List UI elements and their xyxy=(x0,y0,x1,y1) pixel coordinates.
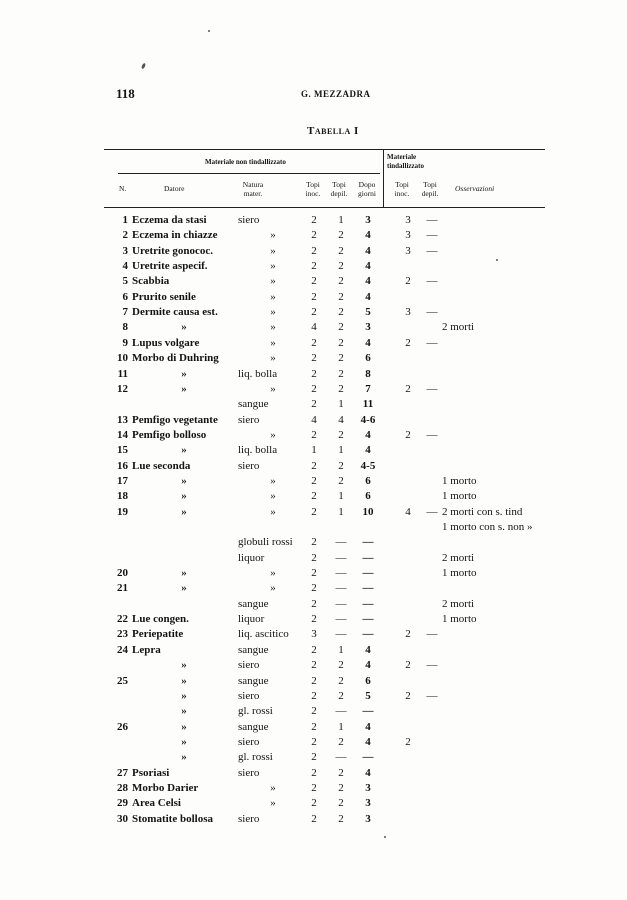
cell-t-mice-inoc: 2 xyxy=(405,275,411,288)
cell-material: » xyxy=(270,229,276,242)
cell-t-mice-depil: — xyxy=(426,336,438,349)
col-header-mice-depil: Topi depil. xyxy=(330,180,348,198)
cell-mice-depil: 2 xyxy=(338,321,344,334)
cell-material: liq. ascitico xyxy=(238,628,289,641)
cell-mice-depil: 2 xyxy=(338,674,344,687)
running-header-author: G. MEZZADRA xyxy=(301,89,371,99)
cell-mice-inoc: 2 xyxy=(311,812,317,825)
cell-after-days: — xyxy=(362,567,374,580)
cell-mice-depil: 2 xyxy=(338,459,344,472)
cell-mice-depil: 1 xyxy=(338,444,344,457)
cell-mice-inoc: 2 xyxy=(311,781,317,794)
cell-donor: » xyxy=(181,321,187,334)
cell-t-mice-depil: — xyxy=(426,628,438,641)
cell-mice-depil: 2 xyxy=(338,336,344,349)
cell-donor: » xyxy=(181,674,187,687)
cell-material: » xyxy=(270,306,276,319)
col-header-observations: Osservazioni xyxy=(455,184,495,193)
cell-material: » xyxy=(270,290,276,303)
cell-donor: Lue seconda xyxy=(132,459,191,472)
cell-t-mice-inoc: 3 xyxy=(405,306,411,319)
cell-mice-inoc: 2 xyxy=(311,659,317,672)
cell-after-days: 4 xyxy=(365,244,371,257)
cell-donor: Dermite causa est. xyxy=(132,306,218,319)
cell-after-days: — xyxy=(362,705,374,718)
cell-donor: Eczema da stasi xyxy=(132,214,207,226)
cell-n: 22 xyxy=(117,613,128,626)
cell-mice-inoc: 2 xyxy=(311,398,317,411)
cell-after-days: — xyxy=(362,628,374,641)
cell-n: 27 xyxy=(117,766,128,779)
cell-t-mice-depil: — xyxy=(426,244,438,257)
cell-observations: 1 morto xyxy=(442,490,477,503)
cell-after-days: 11 xyxy=(362,398,374,411)
cell-mice-inoc: 2 xyxy=(311,428,317,441)
cell-after-days: 3 xyxy=(365,321,371,334)
cell-after-days: — xyxy=(362,613,374,626)
cell-mice-depil: 2 xyxy=(338,290,344,303)
cell-donor: » xyxy=(181,689,187,702)
cell-after-days: 4 xyxy=(365,659,371,672)
cell-t-mice-depil: — xyxy=(426,306,438,319)
cell-mice-inoc: 2 xyxy=(311,382,317,395)
cell-donor: » xyxy=(181,367,187,380)
cell-after-days: 4-6 xyxy=(360,413,376,426)
cell-material: » xyxy=(270,505,276,518)
cell-material: » xyxy=(270,582,276,595)
table-title: Tabella I xyxy=(307,125,359,137)
cell-mice-depil: — xyxy=(335,536,347,549)
cell-t-mice-inoc: 2 xyxy=(405,428,411,441)
cell-material: sangue xyxy=(238,720,269,733)
cell-mice-inoc: 2 xyxy=(311,336,317,349)
cell-material: » xyxy=(270,244,276,257)
cell-n: 3 xyxy=(122,244,128,257)
col-header-donor: Datore xyxy=(164,184,185,193)
cell-after-days: 4 xyxy=(365,290,371,303)
cell-after-days: 4 xyxy=(365,720,371,733)
cell-observations: 1 morto con s. non » xyxy=(442,521,533,533)
cell-n: 8 xyxy=(122,321,128,334)
cell-after-days: — xyxy=(362,551,374,564)
cell-material: » xyxy=(270,260,276,273)
cell-mice-depil: 2 xyxy=(338,797,344,810)
cell-material: » xyxy=(270,275,276,288)
cell-material: » xyxy=(270,382,276,395)
cell-mice-depil: — xyxy=(335,613,347,626)
cell-mice-inoc: 2 xyxy=(311,306,317,319)
cell-n: 4 xyxy=(122,260,128,273)
cell-observations: 2 morti xyxy=(442,321,475,334)
cell-mice-inoc: 4 xyxy=(311,413,317,426)
cell-mice-inoc: 2 xyxy=(311,244,317,257)
cell-observations: 1 morto xyxy=(442,567,477,580)
cell-material: siero xyxy=(238,214,260,226)
cell-mice-inoc: 2 xyxy=(311,751,317,764)
cell-n: 2 xyxy=(122,229,128,242)
col-header-t-mice-depil: Topi depil. xyxy=(421,180,439,198)
cell-mice-inoc: 2 xyxy=(311,290,317,303)
cell-mice-inoc: 2 xyxy=(311,735,317,748)
cell-donor: » xyxy=(181,490,187,503)
cell-t-mice-depil: — xyxy=(426,214,438,226)
cell-observations: 2 morti xyxy=(442,551,475,564)
cell-after-days: 3 xyxy=(365,214,371,226)
cell-mice-inoc: 2 xyxy=(311,367,317,380)
cell-mice-inoc: 2 xyxy=(311,214,317,226)
cell-donor: Lue congen. xyxy=(132,613,189,626)
cell-mice-inoc: 2 xyxy=(311,229,317,242)
cell-after-days: 7 xyxy=(365,382,371,395)
col-header-mice-inoc: Topi inoc. xyxy=(305,180,321,198)
cell-material: siero xyxy=(238,659,260,672)
cell-n: 5 xyxy=(122,275,128,288)
cell-t-mice-depil: — xyxy=(426,428,438,441)
cell-n: 23 xyxy=(117,628,128,641)
cell-mice-depil: 2 xyxy=(338,382,344,395)
page-number: 118 xyxy=(116,86,135,101)
cell-after-days: 4 xyxy=(365,444,371,457)
cell-donor: Lupus volgare xyxy=(132,336,200,349)
cell-mice-inoc: 2 xyxy=(311,674,317,687)
cell-mice-depil: — xyxy=(335,582,347,595)
cell-t-mice-inoc: 3 xyxy=(405,229,411,242)
cell-t-mice-inoc: 2 xyxy=(405,336,411,349)
cell-after-days: 4 xyxy=(365,260,371,273)
cell-t-mice-depil: — xyxy=(426,229,438,242)
cell-t-mice-inoc: 3 xyxy=(405,214,411,226)
cell-after-days: 10 xyxy=(362,505,374,518)
cell-after-days: 4 xyxy=(365,735,371,748)
cell-after-days: 4 xyxy=(365,643,371,656)
cell-t-mice-depil: — xyxy=(426,659,438,672)
cell-mice-inoc: 3 xyxy=(311,628,317,641)
cell-mice-depil: 2 xyxy=(338,781,344,794)
col-header-t-mice-inoc: Topi inoc. xyxy=(394,180,410,198)
cell-donor: » xyxy=(181,382,187,395)
cell-t-mice-inoc: 4 xyxy=(405,505,411,518)
cell-n: 1 xyxy=(122,214,128,226)
cell-n: 10 xyxy=(117,352,128,365)
cell-observations: 2 morti con s. tind xyxy=(442,505,523,518)
cell-donor: » xyxy=(181,505,187,518)
cell-mice-inoc: 2 xyxy=(311,352,317,365)
cell-n: 17 xyxy=(117,474,128,487)
table-top-rule xyxy=(104,149,545,150)
cell-t-mice-depil: — xyxy=(426,689,438,702)
cell-donor: Psoriasi xyxy=(132,766,170,779)
cell-material: liquor xyxy=(238,551,265,564)
cell-mice-inoc: 2 xyxy=(311,459,317,472)
cell-material: siero xyxy=(238,459,260,472)
cell-after-days: 6 xyxy=(365,674,371,687)
cell-t-mice-inoc: 2 xyxy=(405,689,411,702)
cell-donor: » xyxy=(181,720,187,733)
cell-donor: » xyxy=(181,705,187,718)
cell-material: liquor xyxy=(238,613,265,626)
cell-mice-inoc: 2 xyxy=(311,597,317,610)
cell-material: globuli rossi xyxy=(238,536,293,549)
cell-material: » xyxy=(270,428,276,441)
cell-mice-depil: 2 xyxy=(338,306,344,319)
cell-material: siero xyxy=(238,735,260,748)
cell-donor: » xyxy=(181,474,187,487)
cell-t-mice-inoc: 2 xyxy=(405,628,411,641)
cell-after-days: 4 xyxy=(365,229,371,242)
cell-t-mice-depil: — xyxy=(426,382,438,395)
cell-mice-depil: 2 xyxy=(338,244,344,257)
cell-after-days: 8 xyxy=(365,367,371,380)
cell-mice-depil: 2 xyxy=(338,474,344,487)
cell-n: 11 xyxy=(117,367,128,380)
cell-after-days: — xyxy=(362,582,374,595)
cell-material: siero xyxy=(238,413,260,426)
cell-n: 9 xyxy=(122,336,128,349)
cell-after-days: 4 xyxy=(365,428,371,441)
group-header-non-tindallized: Materiale non tindallizzato xyxy=(205,158,286,166)
scan-speck xyxy=(208,30,210,32)
cell-material: siero xyxy=(238,766,260,779)
cell-after-days: — xyxy=(362,751,374,764)
cell-material: liq. bolla xyxy=(238,367,278,380)
cell-mice-depil: — xyxy=(335,551,347,564)
cell-material: » xyxy=(270,336,276,349)
cell-mice-depil: 1 xyxy=(338,490,344,503)
cell-mice-inoc: 2 xyxy=(311,613,317,626)
cell-mice-inoc: 2 xyxy=(311,260,317,273)
scan-speck xyxy=(384,836,386,838)
group-divider-rule xyxy=(118,173,380,174)
cell-n: 6 xyxy=(122,290,128,303)
cell-material: sangue xyxy=(238,674,269,687)
cell-mice-depil: 2 xyxy=(338,275,344,288)
cell-after-days: 5 xyxy=(365,306,371,319)
cell-donor: Stomatite bollosa xyxy=(132,812,213,825)
cell-mice-depil: 1 xyxy=(338,398,344,411)
cell-material: liq. bolla xyxy=(238,444,278,457)
cell-t-mice-inoc: 2 xyxy=(405,659,411,672)
cell-material: siero xyxy=(238,689,260,702)
cell-after-days: 4 xyxy=(365,275,371,288)
cell-material: sangue xyxy=(238,398,269,411)
cell-donor: » xyxy=(181,751,187,764)
cell-observations: 1 morto xyxy=(442,613,477,626)
cell-mice-inoc: 2 xyxy=(311,490,317,503)
cell-material: sangue xyxy=(238,643,269,656)
cell-n: 13 xyxy=(117,413,128,426)
cell-donor: » xyxy=(181,582,187,595)
cell-after-days: 4 xyxy=(365,766,371,779)
cell-material: » xyxy=(270,567,276,580)
col-header-n: N. xyxy=(119,184,127,193)
cell-material: » xyxy=(270,781,276,794)
cell-donor: Uretrite gonococ. xyxy=(132,244,214,257)
cell-donor: Periepatite xyxy=(132,628,184,641)
cell-mice-depil: 2 xyxy=(338,659,344,672)
cell-mice-inoc: 2 xyxy=(311,766,317,779)
cell-mice-inoc: 2 xyxy=(311,275,317,288)
cell-t-mice-depil: — xyxy=(426,275,438,288)
col-header-after-days: Dopo giorni xyxy=(358,180,376,198)
cell-mice-depil: 2 xyxy=(338,812,344,825)
cell-mice-inoc: 2 xyxy=(311,505,317,518)
cell-after-days: 4 xyxy=(365,336,371,349)
cell-mice-depil: — xyxy=(335,597,347,610)
cell-n: 18 xyxy=(117,490,128,503)
cell-mice-depil: 1 xyxy=(338,720,344,733)
cell-donor: Prurito senile xyxy=(132,290,196,303)
cell-material: » xyxy=(270,352,276,365)
cell-after-days: 4-5 xyxy=(360,459,376,472)
cell-after-days: 3 xyxy=(365,797,371,810)
cell-n: 29 xyxy=(117,797,128,810)
cell-donor: » xyxy=(181,444,187,457)
cell-t-mice-inoc: 2 xyxy=(405,382,411,395)
cell-material: gl. rossi xyxy=(238,705,273,718)
cell-after-days: 5 xyxy=(365,689,371,702)
cell-mice-depil: 2 xyxy=(338,367,344,380)
cell-n: 30 xyxy=(117,812,128,825)
cell-donor: Pemfigo bolloso xyxy=(132,428,207,441)
cell-donor: Eczema in chiazze xyxy=(132,229,218,242)
cell-n: 16 xyxy=(117,459,128,472)
col-header-material-nature: Natura mater. xyxy=(242,180,264,198)
scan-speck xyxy=(496,259,498,261)
cell-n: 20 xyxy=(117,567,128,580)
cell-donor: Morbo di Duhring xyxy=(132,352,219,365)
cell-after-days: 6 xyxy=(365,474,371,487)
cell-n: 12 xyxy=(117,382,128,395)
cell-mice-depil: — xyxy=(335,628,347,641)
group-header-tindallized: Materiale tindallizzato xyxy=(387,153,424,170)
cell-material: gl. rossi xyxy=(238,751,273,764)
cell-t-mice-inoc: 3 xyxy=(405,244,411,257)
cell-material: » xyxy=(270,490,276,503)
cell-donor: Scabbia xyxy=(132,275,170,288)
cell-mice-inoc: 1 xyxy=(311,444,317,457)
cell-donor: Morbo Darier xyxy=(132,781,199,794)
cell-observations: 1 morto xyxy=(442,474,477,487)
cell-t-mice-inoc: 2 xyxy=(405,735,411,748)
cell-mice-depil: 2 xyxy=(338,735,344,748)
cell-mice-inoc: 2 xyxy=(311,567,317,580)
cell-donor: » xyxy=(181,567,187,580)
cell-donor: Uretrite aspecif. xyxy=(132,260,208,273)
cell-mice-inoc: 2 xyxy=(311,705,317,718)
cell-n: 28 xyxy=(117,781,128,794)
cell-mice-depil: 2 xyxy=(338,260,344,273)
cell-mice-depil: 1 xyxy=(338,643,344,656)
cell-donor: » xyxy=(181,735,187,748)
cell-mice-inoc: 2 xyxy=(311,474,317,487)
cell-material: sangue xyxy=(238,597,269,610)
cell-mice-inoc: 2 xyxy=(311,689,317,702)
cell-after-days: — xyxy=(362,536,374,549)
scan-speck xyxy=(141,63,146,70)
cell-n: 25 xyxy=(117,674,128,687)
cell-mice-depil: 4 xyxy=(338,413,344,426)
cell-mice-depil: 2 xyxy=(338,352,344,365)
cell-after-days: 3 xyxy=(365,812,371,825)
cell-n: 7 xyxy=(122,306,128,319)
cell-n: 21 xyxy=(117,582,128,595)
cell-n: 24 xyxy=(117,643,128,656)
cell-mice-inoc: 4 xyxy=(311,321,317,334)
cell-material: siero xyxy=(238,812,260,825)
cell-mice-depil: — xyxy=(335,705,347,718)
cell-n: 19 xyxy=(117,505,128,518)
cell-material: » xyxy=(270,474,276,487)
cell-n: 14 xyxy=(117,428,128,441)
cell-mice-depil: 1 xyxy=(338,505,344,518)
cell-mice-depil: — xyxy=(335,567,347,580)
cell-mice-depil: 2 xyxy=(338,689,344,702)
cell-n: 15 xyxy=(117,444,128,457)
cell-mice-inoc: 2 xyxy=(311,720,317,733)
cell-after-days: 6 xyxy=(365,352,371,365)
cell-after-days: — xyxy=(362,597,374,610)
cell-donor: Pemfigo vegetante xyxy=(132,413,218,426)
cell-mice-depil: 2 xyxy=(338,766,344,779)
group-separator-line xyxy=(383,149,384,207)
cell-mice-depil: 1 xyxy=(338,214,344,226)
cell-donor: Lepra xyxy=(132,643,161,656)
cell-mice-inoc: 2 xyxy=(311,582,317,595)
cell-donor: » xyxy=(181,659,187,672)
cell-after-days: 6 xyxy=(365,490,371,503)
cell-mice-inoc: 2 xyxy=(311,643,317,656)
cell-material: » xyxy=(270,321,276,334)
cell-mice-depil: 2 xyxy=(338,229,344,242)
cell-t-mice-depil: — xyxy=(426,505,438,518)
cell-mice-depil: — xyxy=(335,751,347,764)
cell-after-days: 3 xyxy=(365,781,371,794)
cell-material: » xyxy=(270,797,276,810)
cell-mice-depil: 2 xyxy=(338,428,344,441)
cell-donor: Area Celsi xyxy=(132,797,181,810)
cell-mice-inoc: 2 xyxy=(311,797,317,810)
cell-observations: 2 morti xyxy=(442,597,475,610)
cell-mice-inoc: 2 xyxy=(311,551,317,564)
cell-mice-inoc: 2 xyxy=(311,536,317,549)
header-bottom-rule xyxy=(104,207,545,208)
cell-n: 26 xyxy=(117,720,128,733)
